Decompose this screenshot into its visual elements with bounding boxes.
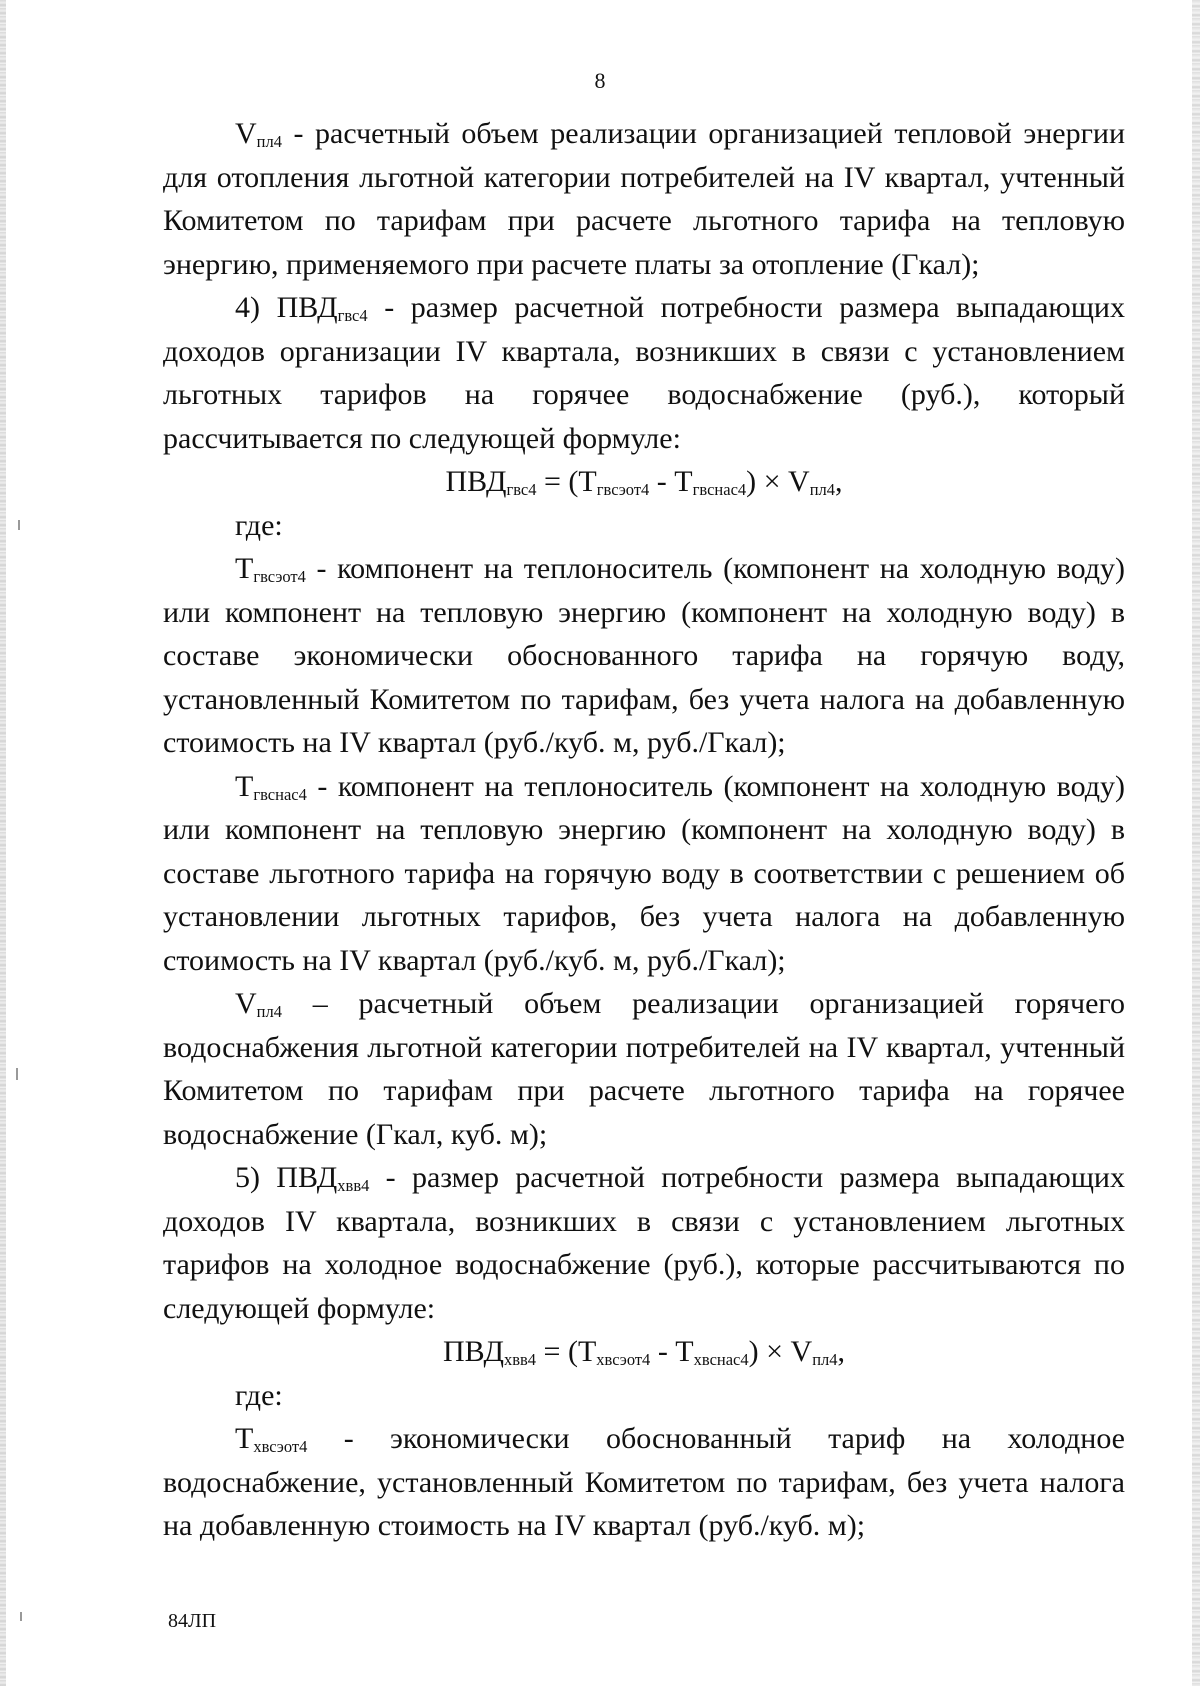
symbol-t: Т [235,1422,254,1455]
page-number: 8 [594,68,606,93]
paragraph-v-pl4-hot-water [163,982,1125,1156]
scan-edge-right [1192,0,1200,1686]
item-prefix: 5) ПВД [235,1161,338,1194]
formula-v-subscript: пл4 [812,1350,838,1370]
formula-pvd-gvs4 [163,460,1125,504]
scan-speck [18,520,20,530]
paragraph-text: - компонент на теплоноситель (компонент на холодную воду) или компонент на тепловую энергию (компонент на холодную воду) в составе льготного тарифа на горячую воду в соответствии с решением об установлении льготных тарифов, без учета налога на добавленную стоимость на IV квартал (руб./куб. м, руб./Гкал); [163,769,1125,977]
paragraph-text: - экономически обоснованный тариф на холодное водоснабжение, установленный Комитетом по тарифам, без учета налога на добавленную стоимость на IV квартал (руб./куб. м); [163,1422,1125,1542]
paragraph-text: - размер расчетной потребности размера выпадающих доходов организации IV квартала, возникших в связи с установлением льготных тарифов на горячее водоснабжение (руб.), который рассчитывается по следующей формуле: [163,291,1125,455]
formula-lhs: ПВД [442,1335,504,1368]
paragraph-text: - расчетный объем реализации организацией тепловой энергии для отопления льготной категории потребителей на IV квартал, учтенный Комитетом по тарифам при расчете льготного тарифа на тепловую энергию, применяемого при расчете платы за отопление (Гкал); [163,117,1125,281]
symbol-subscript: пл4 [256,1002,282,1022]
formula-times: ) × V [746,465,810,498]
formula-term1-subscript: гвсэот4 [596,480,650,500]
where-label: где: [235,1378,283,1412]
paragraph-item-4 [163,286,1125,460]
symbol-subscript: гвсэот4 [253,567,306,587]
item-prefix: 4) ПВД [235,291,338,324]
formula-term2-subscript: хвснас4 [693,1350,749,1370]
scan-speck [20,1612,22,1621]
scan-edge-left [0,0,6,1686]
symbol-t: Т [235,769,254,803]
symbol-subscript: гвс4 [337,306,368,326]
formula-times: ) × V [748,1335,813,1368]
document-body [163,112,1125,1548]
paragraph-text: – расчетный объем реализации организацией горячего водоснабжения льготной категории потребителей на IV квартал, учтенный Комитетом по тарифам при расчете льготного тарифа на горячее водоснабжение (Гкал, куб. м); [163,987,1125,1151]
paragraph-item-5 [163,1156,1125,1330]
paragraph-t-gvseot4 [163,547,1125,765]
formula-term2-subscript: гвснас4 [692,480,747,500]
symbol-subscript: хвв4 [337,1176,370,1196]
where-label: где: [235,508,283,542]
formula-v-subscript: пл4 [809,480,836,500]
formula-term1-subscript: хвсэот4 [596,1350,651,1370]
symbol-subscript: пл4 [256,132,282,152]
formula-minus: - Т [650,1335,694,1368]
formula-equals: = (Т [536,465,597,498]
paragraph-text: - компонент на теплоноситель (компонент на холодную воду) или компонент на тепловую энергию (компонент на холодную воду) в составе экономически обоснованного тарифа на горячую воду, установленный Комитетом по тарифам, без учета налога на добавленную стоимость на IV квартал (руб./куб. м, руб./Гкал); [163,552,1125,759]
symbol-subscript: гвснас4 [253,784,307,804]
formula-lhs-subscript: хвв4 [503,1350,537,1370]
formula-equals: = (Т [536,1335,597,1368]
paragraph-v-pl4-heat [163,112,1125,286]
paragraph-text: - размер расчетной потребности размера выпадающих доходов IV квартала, возникших в связи с установлением льготных тарифов на холодное водоснабжение (руб.), которые рассчитываются по следующей формуле: [163,1161,1125,1325]
paragraph-t-xvseot4 [163,1417,1125,1548]
footer-document-code: 84ЛП [168,1610,217,1632]
symbol-v: V [235,117,257,150]
symbol-t: Т [235,552,254,585]
symbol-subscript: хвсэот4 [253,1437,308,1457]
formula-lhs-subscript: гвс4 [506,480,537,500]
formula-lhs: ПВД [445,465,507,498]
scan-speck [16,1068,18,1080]
formula-end: , [837,1335,846,1368]
formula-end: , [835,465,843,498]
formula-pvd-xvv4 [163,1330,1125,1374]
formula-minus: - Т [649,465,693,498]
symbol-v: V [235,987,257,1020]
paragraph-t-gvsnas4 [163,765,1125,983]
